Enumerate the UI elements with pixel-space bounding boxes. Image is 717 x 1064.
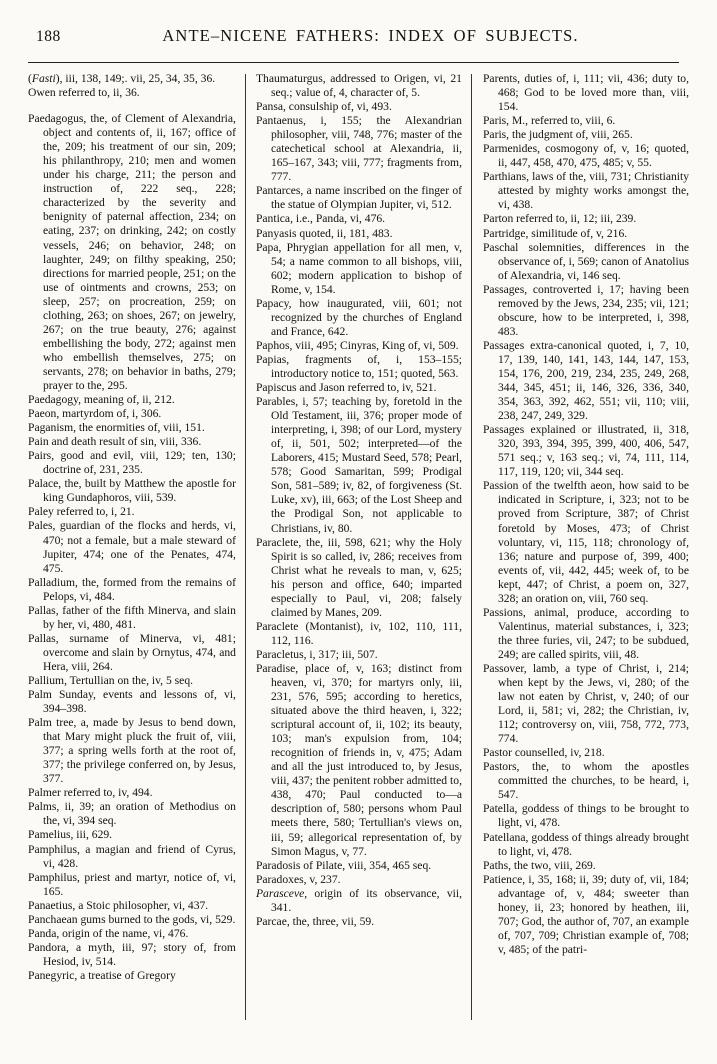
index-entry: Passages explained or illustrated, ii, 318, 320, 393, 394, 395, 399, 400, 406, 547, 571 seq.; v, 163 seq.; vi, 74, 111, 114, 117, 119, 120; vii, 344 seq. xyxy=(482,423,690,479)
index-entry: Pamphilus, priest and martyr, notice of, vi, 165. xyxy=(28,870,236,898)
index-entry: (Fasti), iii, 138, 149;. vii, 25, 34, 35, 36. xyxy=(28,72,216,85)
index-entry: Pallium, Tertullian on the, iv, 5 seq. xyxy=(28,673,194,687)
index-entry: Pastor counselled, iv, 218. xyxy=(482,746,605,760)
index-entry: Passages extra-canonical quoted, i, 7, 10, 17, 139, 140, 141, 143, 144, 147, 153, 154, 176, 200, 219, 234, 235, 249, 268, 344, 345, 451; ii, 146, 326, 336, 340, 354, 363, 392, 462, 551; vii, 110; viii, 238, 247, 249, 329. xyxy=(482,338,690,423)
index-entry: Paris, M., referred to, viii, 6. xyxy=(482,114,616,128)
index-entry: Pales, guardian of the flocks and herds, vi, 470; not a female, but a male steward of Jupiter, 474; one of the Penates, 474, 475. xyxy=(28,519,236,575)
index-entry: Pantica, i.e., Panda, vi, 476. xyxy=(255,212,386,226)
index-entry: Paschal solemnities, differences in the observance of, i, 569; canon of Anatolius of Alexandria, vi, 146 seq. xyxy=(482,240,690,282)
index-entry: Patience, i, 35, 168; ii, 39; duty of, vii, 184; advantage of, v, 484; sweeter than honey, ii, 23; honored by heathen, iii, 707; God, the author of, 707, an example of, 707, 709; Christian example of, 708; v, 485; of the patri- xyxy=(482,872,690,956)
italic-headword: Parasceve xyxy=(255,886,305,900)
index-entry: Paedagogus, the, of Clement of Alexandria, object and contents of, ii, 167; office of the, 209; his treatment of our sin, 209; his philanthropy, 210; men and women under his charge, 211; the person and instruction of, 222 seq., 228; characterized by the severity and benignity of paternal affection, 234; on eating, 237; on drinking, 242; on costly vessels, 246; on behavior, 248; on laughter, 249; on filthy speaking, 250; directions for married people, 251; on the use of ointments and crowns, 253; on sleep, 257; on procreation, 259; on clothing, 263; on shoes, 267; on jewelry, 267; on the true beauty, 276; against embellishing the body, 272; against men who embellish themselves, 275; on servants, 278; on behavior in baths, 279; prayer to the, 295. xyxy=(28,112,236,392)
index-column-1 xyxy=(28,72,245,1034)
index-entry: Panegyric, a treatise of Gregory xyxy=(28,968,176,982)
page-content xyxy=(28,26,689,1038)
index-entry: Thaumaturgus, addressed to Origen, vi, 21 seq.; value of, 4, character of, 5. xyxy=(255,72,462,100)
index-entry: Pamelius, iii, 629. xyxy=(28,828,113,842)
index-entry: Paradoxes, v, 237. xyxy=(255,872,341,886)
index-entry: Parcae, the, three, vii, 59. xyxy=(255,914,375,928)
index-entry: Paphos, viii, 495; Cinyras, King of, vi, 509. xyxy=(255,338,459,352)
index-entry: Paraclete, the, iii, 598, 621; why the Holy Spirit is so called, iv, 286; receives from Christ what he reveals to man, v, 625; his person and office, 640; imparted especially to Paul, vi, 208; falsely claimed by Manes, 209. xyxy=(255,535,462,619)
header-rule xyxy=(28,62,679,63)
index-entry: Pallas, surname of Minerva, vi, 481; overcome and slain by Ornytus, 474, and Hera, viii, 264. xyxy=(28,631,236,673)
index-entry: Paeon, martyrdom of, i, 306. xyxy=(28,407,162,421)
index-entry: Patella, goddess of things to be brought to light, vi, 478. xyxy=(482,802,690,830)
index-entry: Papa, Phrygian appellation for all men, v, 54; a name common to all bishops, viii, 602; modern application to bishop of Rome, v, 154. xyxy=(255,240,462,296)
index-column-3 xyxy=(472,72,689,1034)
index-column-2 xyxy=(246,72,471,1034)
index-entry: Palace, the, built by Matthew the apostle for king Gundaphoros, viii, 539. xyxy=(28,477,236,505)
index-entry: Pantaenus, i, 155; the Alexandrian philosopher, viii, 748, 776; master of the catechetical school at Alexandria, ii, 165–167, 343; viii, 777; fragments from, 777. xyxy=(255,114,462,184)
index-entry: Passover, lamb, a type of Christ, i, 214; when kept by the Jews, vi, 280; of the law not eaten by Christ, v, 240; of our Lord, ii, 581; vi, 282; the Christian, iv, 112; controversy on, viii, 758, 772, 773, 774. xyxy=(482,661,690,746)
index-entry: Parents, duties of, i, 111; vii, 436; duty to, 468; God to be loved more than, viii, 154. xyxy=(482,72,690,114)
index-entry: Pantarces, a name inscribed on the finger of the statue of Olympian Jupiter, vi, 512. xyxy=(255,184,462,212)
index-entry: Pallas, father of the fifth Minerva, and slain by her, vi, 480, 481. xyxy=(28,603,236,631)
index-entry: Papiscus and Jason referred to, iv, 521. xyxy=(255,381,437,395)
page-title: ANTE–NICENE FATHERS: INDEX OF SUBJECTS. xyxy=(162,26,579,45)
index-entry: Pairs, good and evil, viii, 129; ten, 130; doctrine of, 231, 235. xyxy=(28,449,236,477)
index-entry: Panyasis quoted, ii, 181, 483. xyxy=(255,226,393,240)
index-entry: Parasceve, origin of its observance, vii, 341. xyxy=(255,886,462,914)
index-entry: Papacy, how inaugurated, viii, 601; not recognized by the churches of England and France, 642. xyxy=(255,296,462,338)
index-entry: Paedagogy, meaning of, ii, 212. xyxy=(28,393,175,407)
index-entry: Passion of the twelfth aeon, how said to be indicated in Scripture, i, 323; not to be proved from Scripture, 387; of Christ foretold by Moses, 473; of Christ voluntary, vi, 115, 118; chronology of, 136; nature and purpose of, 399, 400; events of, vii, 442, 445; week of, to be kept, 447; of Christ, a poem on, 327, 328; an oration on, viii, 760 seq. xyxy=(482,479,690,605)
index-entry: Papias, fragments of, i, 153–155; introductory notice to, 151; quoted, 563. xyxy=(255,352,462,380)
index-entry: Palm Sunday, events and lessons of, vi, 394–398. xyxy=(28,688,236,716)
italic-headword: Fasti xyxy=(31,72,56,85)
index-entry: Patellana, goddess of things already brought to light, vi, 478. xyxy=(482,830,690,858)
index-entry: Partridge, similitude of, v, 216. xyxy=(482,226,628,240)
index-entry: Paraclete (Montanist), iv, 102, 110, 111, 112, 116. xyxy=(255,619,462,647)
index-entry: Parton referred to, ii, 12; iii, 239. xyxy=(482,212,637,226)
index-entry: Pandora, a myth, iii, 97; story of, from Hesiod, iv, 514. xyxy=(28,940,236,968)
index-columns xyxy=(28,72,689,1034)
index-entry: Palms, ii, 39; an oration of Methodius on the, vi, 394 seq. xyxy=(28,800,236,828)
index-entry: Paganism, the enormities of, viii, 151. xyxy=(28,421,205,435)
index-entry: Paris, the judgment of, viii, 265. xyxy=(482,128,633,142)
index-entry: Panaetius, a Stoic philosopher, vi, 437. xyxy=(28,898,209,912)
index-entry: Parmenides, cosmogony of, v, 16; quoted, ii, 447, 458, 470, 475, 485; v, 55. xyxy=(482,142,690,170)
index-entry: Paths, the two, viii, 269. xyxy=(482,858,596,872)
index-entry: Owen referred to, ii, 36. xyxy=(28,86,140,100)
index-entry: Passions, animal, produce, according to Valentinus, material substances, i, 323; the three furies, vii, 247; to be subdued, 249; are called spirits, viii, 48. xyxy=(482,605,690,661)
index-entry: Parthians, laws of the, viii, 731; Christianity attested by mighty works amongst the, vi, 438. xyxy=(482,170,690,212)
index-entry: Paradosis of Pilate, viii, 354, 465 seq. xyxy=(255,858,432,872)
index-entry: Palm tree, a, made by Jesus to bend down, that Mary might pluck the fruit of, viii, 377; a spring wells forth at the root of, 377; the privilege conferred on, by Jesus, 377. xyxy=(28,716,236,786)
index-entry: Paradise, place of, v, 163; distinct from heaven, vi, 370; for martyrs only, iii, 231, 576, 595; according to heretics, situated above the third heaven, i, 322; scriptural account of, ii, 102; its beauty, 103; man's expulsion from, 104; recognition of friends in, v, 475; Adam and all the just introduced to, by Jesus, viii, 437; the penitent robber admitted to, 438, 470; Paul conducted to—a description of, 580; persons whom Paul meets there, 580; Tertullian's views on, iii, 59; allegorical representation of, by Simon Magus, v, 77. xyxy=(255,661,462,858)
page-number: 188 xyxy=(36,28,61,45)
index-entry: Pastors, the, to whom the apostles committed the churches, to be heard, i, 547. xyxy=(482,760,690,802)
running-head xyxy=(28,26,689,56)
index-entry: Parables, i, 57; teaching by, foretold in the Old Testament, iii, 376; proper mode of interpreting, i, 398; of our Lord, mystery of, ii, 501, 502; interpreted—of the Laborers, 415; Mustard Seed, 578; Pearl, 578; Good Samaritan, 599; Prodigal Son, 581–589; iv, 82, of forgiveness (St. Luke, xv), iii, 663; of the Lost Sheep and the Prodigal Son, not applicable to Christians, iv, 80. xyxy=(255,395,462,535)
index-entry: Paley referred to, i, 21. xyxy=(28,505,135,519)
index-entry: Palladium, the, formed from the remains of Pelops, vi, 484. xyxy=(28,575,236,603)
index-entry: Pansa, consulship of, vi, 493. xyxy=(255,100,392,114)
index-entry: Pamphilus, a magian and friend of Cyrus, vi, 428. xyxy=(28,842,236,870)
index-entry: Panchaean gums burned to the gods, vi, 529. xyxy=(28,912,236,926)
index-entry: Palmer referred to, iv, 494. xyxy=(28,786,153,800)
index-entry: Panda, origin of the name, vi, 476. xyxy=(28,926,189,940)
index-entry: Paracletus, i, 317; iii, 507. xyxy=(255,647,378,661)
index-entry: Pain and death result of sin, viii, 336. xyxy=(28,435,202,449)
index-entry: Passages, controverted i, 17; having been removed by the Jews, 234, 235; vii, 121; obscure, how to be interpreted, i, 398, 483. xyxy=(482,282,690,338)
